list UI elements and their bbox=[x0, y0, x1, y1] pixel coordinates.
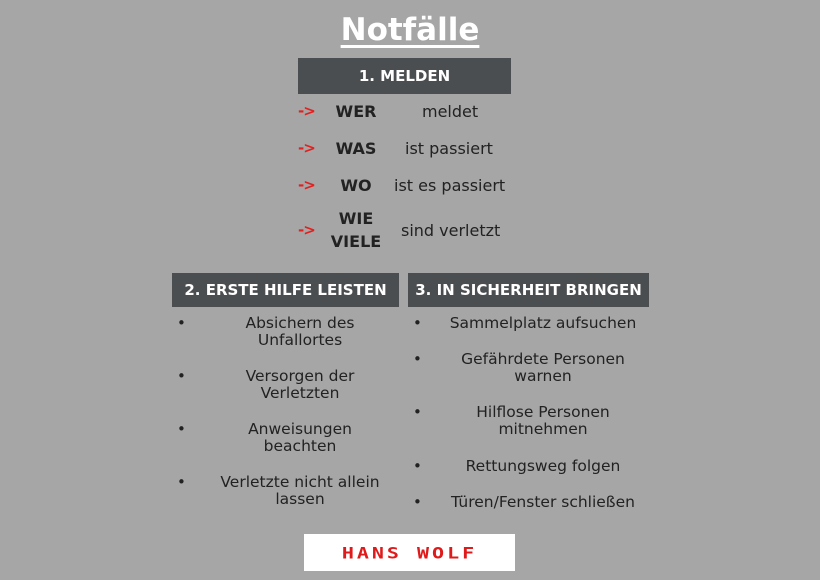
melden-what: meldet bbox=[422, 102, 479, 121]
item-line2: warnen bbox=[514, 367, 572, 385]
section-erste-hilfe-header: 2. ERSTE HILFE LEISTEN bbox=[172, 273, 399, 307]
melden-what: ist passiert bbox=[405, 139, 493, 158]
section-melden-header: 1. MELDEN bbox=[298, 58, 511, 94]
melden-who: WO bbox=[340, 176, 372, 195]
arrow-icon: -> bbox=[298, 221, 315, 239]
melden-who: WAS bbox=[335, 139, 377, 158]
item-line1: Rettungsweg folgen bbox=[465, 457, 621, 475]
melden-who-line1: WIE bbox=[338, 209, 374, 228]
item-line1: Hilflose Personen bbox=[476, 403, 610, 421]
item-line2: mitnehmen bbox=[498, 420, 588, 438]
bullet-icon: • bbox=[177, 367, 186, 385]
item-line1: Gefährdete Personen bbox=[461, 350, 625, 368]
bullet-icon: • bbox=[177, 314, 186, 332]
item-line1: Verletzte nicht allein bbox=[220, 473, 380, 491]
item-line1: Absichern des bbox=[245, 314, 355, 332]
bullet-icon: • bbox=[413, 457, 422, 475]
logo-text: HANS WOLF bbox=[341, 542, 478, 563]
item-line2: Verletzten bbox=[260, 384, 340, 402]
item-line1: Türen/Fenster schließen bbox=[451, 493, 635, 511]
page-title: Notfälle bbox=[340, 12, 480, 48]
item-line1: Sammelplatz aufsuchen bbox=[449, 314, 637, 332]
bullet-icon: • bbox=[413, 493, 422, 511]
bullet-icon: • bbox=[413, 403, 422, 421]
item-line1: Anweisungen bbox=[248, 420, 352, 438]
bullet-icon: • bbox=[413, 350, 422, 368]
hans-wolf-logo bbox=[304, 534, 515, 571]
bullet-icon: • bbox=[413, 314, 422, 332]
arrow-icon: -> bbox=[298, 102, 315, 120]
melden-who: WER bbox=[335, 102, 377, 121]
bullet-icon: • bbox=[177, 420, 186, 438]
section-sicherheit-header: 3. IN SICHERHEIT BRINGEN bbox=[408, 273, 649, 307]
item-line2: Unfallortes bbox=[257, 331, 343, 349]
melden-what: sind verletzt bbox=[401, 221, 501, 240]
item-line2: lassen bbox=[275, 490, 325, 508]
arrow-icon: -> bbox=[298, 176, 315, 194]
bullet-icon: • bbox=[177, 473, 186, 491]
arrow-icon: -> bbox=[298, 139, 315, 157]
melden-who-line2: VIELE bbox=[330, 232, 382, 251]
melden-what: ist es passiert bbox=[394, 176, 506, 195]
item-line2: beachten bbox=[263, 437, 337, 455]
item-line1: Versorgen der bbox=[245, 367, 355, 385]
